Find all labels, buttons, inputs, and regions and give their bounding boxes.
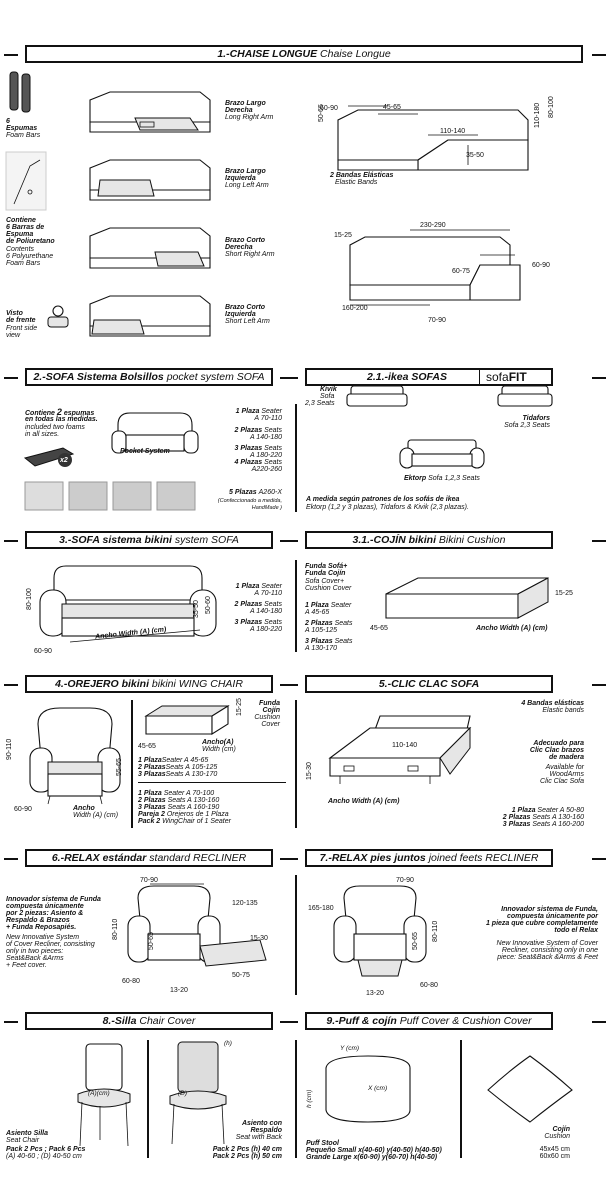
- dim-2f: 70-90: [428, 317, 446, 324]
- section-2-header: [25, 368, 273, 386]
- s5-dim-top: 110-140: [392, 742, 418, 749]
- header-dash: [4, 1021, 18, 1023]
- header-dash: [280, 377, 298, 379]
- divider: [295, 560, 297, 652]
- ikea-note-2: Ektorp (1,2 y 3 plazas), Tidafors & Kivik (2,3 plazas).: [306, 504, 469, 511]
- s4-c3: 3 Plazas: [138, 771, 166, 778]
- chaise-long-right-illustration: [80, 82, 220, 142]
- section-8-subtitle: Chair Cover: [139, 1015, 196, 1027]
- long-right-es-1: Brazo Largo: [225, 100, 266, 107]
- header-dash: [4, 684, 18, 686]
- contents-4: de Poliuretano: [6, 238, 55, 245]
- s5-p3: 3 Plazas: [502, 821, 531, 828]
- header-dash: [280, 1021, 298, 1023]
- s4-w2: 2 Plazas: [138, 797, 166, 804]
- section-1-title: 1.-CHAISE LONGUE: [217, 48, 318, 60]
- s9-cushion-4: 60x60 cm: [539, 1153, 570, 1160]
- s6-dim-bottom: 13-20: [170, 987, 188, 994]
- s8-back-2: Respaldo: [250, 1127, 282, 1134]
- s5-ad-1: Adecuado para: [533, 740, 584, 747]
- short-left-es-1: Brazo Corto: [225, 304, 266, 311]
- section-3-header: [25, 531, 273, 549]
- s31-f3: Sofa Cover+: [305, 578, 345, 585]
- s9-cushion-2: Cushion: [544, 1133, 570, 1140]
- s3-dim-height: 80-100: [26, 588, 33, 610]
- dim-2e: 160-200: [342, 305, 368, 312]
- contains-line-4: in all sizes.: [25, 431, 60, 438]
- s2-p4-value: A220-260: [251, 466, 282, 473]
- dim-1d: 110-140: [440, 128, 466, 135]
- s6-dim-height: 80-110: [112, 918, 119, 940]
- section-4-header: [25, 675, 273, 693]
- header-dash: [280, 684, 298, 686]
- chaise-dimension-drawing-top: [318, 100, 568, 180]
- divider: [295, 875, 297, 995]
- s4-w5: Pack 2: [138, 818, 161, 825]
- s7-t1: Innovador sistema de Funda,: [501, 906, 598, 913]
- s7-t3: 1 pieza que cubre completamente: [485, 920, 598, 927]
- s7-t6: Recliner, consisting only in one: [501, 947, 598, 954]
- contents-5: Contents: [6, 246, 35, 253]
- pocket-steps-illustration: [25, 480, 205, 512]
- front-view-2: de frente: [6, 317, 36, 324]
- s4-cushion-dim-h: 15-25: [236, 698, 243, 716]
- joined-recliner-illustration: [318, 880, 448, 990]
- s6-t9: Seat&Back &Arms: [6, 955, 64, 962]
- s6-t10: + Feet cover.: [6, 962, 47, 969]
- s31-p2-value: A 105-125: [305, 627, 338, 634]
- s6-dim-top: 70-90: [140, 877, 158, 884]
- dim-2c: 60-75: [452, 268, 470, 275]
- s31-f4: Cushion Cover: [305, 585, 352, 592]
- s31-p3: 3 Plazas: [305, 638, 333, 645]
- s8-seat-3: Pack 2 Pcs ; Pack 6 Pcs: [6, 1146, 86, 1153]
- dim-1a: 60-90: [320, 105, 338, 112]
- section-2-subtitle: pocket system SOFA: [166, 371, 265, 383]
- elastic-bands-en: Elastic Bands: [335, 179, 378, 186]
- kivik-label: Kivik: [320, 386, 337, 393]
- divider: [460, 1040, 462, 1158]
- s3-p2-value: A 140-180: [249, 608, 282, 615]
- dim-1e: 80-100: [548, 96, 555, 118]
- foam-bars-illustration: [6, 70, 46, 115]
- tidafors-label: Tidafors: [522, 415, 550, 422]
- s8-d-label: (D): [178, 1090, 188, 1097]
- s31-f1: Funda Sofá+: [305, 563, 348, 570]
- s9-puff-2: Pequeño Small x(40-60) y(40-50) h(40-50): [306, 1147, 442, 1154]
- contents-7: Foam Bars: [6, 260, 41, 267]
- s3-p1: 1 Plaza: [235, 583, 260, 590]
- section-7-subtitle: joined feets RECLINER: [428, 852, 539, 864]
- s9-puff-1: Puff Stool: [306, 1140, 339, 1147]
- s2-p3-value: A 180-220: [249, 452, 282, 459]
- s9-x-label: X (cm): [368, 1085, 388, 1092]
- contains-line-2: en todas las medidas.: [25, 416, 98, 423]
- section-7-header: [305, 849, 553, 867]
- s4-cushion-width-2: Width (cm): [202, 746, 236, 753]
- long-left-es-2: Izquierda: [225, 175, 256, 182]
- divider: [295, 700, 297, 828]
- section-3-subtitle: system SOFA: [174, 534, 239, 546]
- s2-p1: 1 Plaza: [235, 408, 260, 415]
- header-dash: [4, 377, 18, 379]
- s5-ad-6: Clic Clac Sofa: [540, 778, 584, 785]
- s5-ad-4: Available for: [545, 764, 584, 771]
- s6-dim-seat: 50-65: [148, 932, 155, 950]
- s31-dim-depth: 45-65: [370, 625, 388, 632]
- dim-2b: 15-25: [334, 232, 352, 239]
- s5-bands-2: Elastic bands: [542, 707, 584, 714]
- section-5-header: [305, 675, 553, 693]
- kivik-sub-2: 2,3 Seats: [305, 400, 335, 407]
- section-4-title: 4.-OREJERO bikini: [55, 678, 149, 690]
- tidafors-sofa-illustration: [498, 384, 553, 412]
- s9-cushion-1: Cojín: [552, 1126, 570, 1133]
- s3-dim-a: 35-50: [193, 600, 200, 618]
- short-left-en: Short Left Arm: [225, 318, 270, 325]
- contents-6: 6 Polyurethane: [6, 253, 54, 260]
- divider: [147, 1040, 149, 1158]
- chaise-dimension-drawing-bottom: [330, 225, 560, 315]
- front-view-4: view: [6, 332, 21, 339]
- kivik-sofa-illustration: [345, 382, 410, 412]
- section-8-title: 8.-Silla: [102, 1015, 137, 1027]
- clic-clac-illustration: [320, 708, 495, 800]
- section-6-header: [25, 849, 273, 867]
- s2-p5: 5 Plazas: [229, 489, 257, 496]
- s31-dim-width: Ancho Width (A) (cm): [476, 625, 548, 632]
- header-dash: [280, 540, 298, 542]
- s3-p3-value: A 180-220: [249, 626, 282, 633]
- s5-dim-height: 15-30: [306, 762, 313, 780]
- s4-dim-height: 90-110: [6, 738, 13, 760]
- s5-ad-5: WoodArms: [549, 771, 584, 778]
- s3-p1-value: A 70-110: [254, 590, 282, 597]
- front-view-3: Front side: [6, 325, 38, 332]
- header-dash: [4, 858, 18, 860]
- header-dash: [592, 377, 606, 379]
- s6-t4: Respaldo & Brazos: [6, 917, 70, 924]
- header-dash: [592, 684, 606, 686]
- s5-bands-1: 4 Bandas elásticas: [521, 700, 584, 707]
- s31-p3-value: A 130-170: [305, 645, 338, 652]
- short-right-es-2: Derecha: [225, 244, 253, 251]
- s8-seat-1: Asiento Silla: [6, 1130, 49, 1137]
- s6-dim-depth: 60-80: [122, 978, 140, 985]
- section-9-title: 9.-Puff & cojín: [326, 1015, 397, 1027]
- s7-dim-depth: 60-80: [420, 982, 438, 989]
- s4-dim-width-1: Ancho: [73, 805, 95, 812]
- s8-a-label: (A)(cm): [88, 1090, 110, 1097]
- divider: [295, 1040, 297, 1158]
- s7-dim-bottom: 13-20: [366, 990, 384, 997]
- section-4-subtitle: bikini WING CHAIR: [151, 678, 243, 690]
- s6-t8: only in two pieces:: [6, 948, 64, 955]
- s3-dim-depth: 60-90: [34, 648, 52, 655]
- s7-dim-top: 70-90: [396, 877, 414, 884]
- header-dash: [592, 1021, 606, 1023]
- s6-dim-side: 120-135: [232, 900, 258, 907]
- s4-cushion-label-1: Funda: [259, 700, 280, 707]
- s2-p5-note-1: (Confeccionado a medida,: [217, 498, 282, 504]
- s2-p2-value: A 140-180: [249, 434, 282, 441]
- foam-en: Foam Bars: [6, 132, 41, 139]
- section-9-subtitle: Puff Cover & Cushion Cover: [399, 1015, 532, 1027]
- s4-c1: 1 Plaza: [138, 757, 162, 764]
- divider: [131, 700, 133, 828]
- s31-p1: 1 Plaza: [305, 602, 329, 609]
- s4-dim-depth: 60-90: [14, 806, 32, 813]
- s31-p1-value: A 45-65: [305, 609, 330, 616]
- header-dash: [280, 858, 298, 860]
- short-left-es-2: Izquierda: [225, 311, 256, 318]
- s31-dim-height: 15-25: [555, 590, 573, 597]
- ektorp-sub: Sofa 1,2,3 Seats: [428, 475, 480, 482]
- divider: [138, 782, 286, 783]
- s3-p3: 3 Plazas: [234, 619, 263, 626]
- header-dash: [592, 540, 606, 542]
- s3-dim-b: 50-60: [205, 596, 212, 614]
- s8-back-3: Seat with Back: [235, 1134, 282, 1141]
- s7-dim-side: 165-180: [308, 905, 334, 912]
- s5-ad-3: de madera: [548, 754, 584, 761]
- s6-dim-foot: 15-30: [250, 935, 268, 942]
- header-dash: [592, 858, 606, 860]
- s4-w1: 1 Plaza: [138, 790, 162, 797]
- section-3-1-header: [305, 531, 553, 549]
- pocket-sofa-illustration: [110, 405, 200, 465]
- header-dash: [592, 54, 606, 56]
- wing-cushion-illustration: [140, 702, 240, 742]
- s4-dim-width-2: Width (A) (cm): [73, 812, 119, 819]
- s4-w4: Pareja 2: [138, 811, 165, 818]
- contents-1: Contiene: [6, 217, 36, 224]
- s6-t6: New Innovative System: [6, 934, 80, 941]
- s4-cushion-label-3: Cushion: [254, 714, 280, 721]
- foam-es: Espumas: [6, 125, 38, 132]
- long-left-en: Long Left Arm: [225, 182, 269, 189]
- s4-cushion-width-1: Ancho(A): [202, 739, 234, 746]
- s4-cushion-label-4: Cover: [261, 721, 280, 728]
- sofafit-logo-b: FIT: [508, 370, 527, 384]
- s2-p4: 4 Plazas: [234, 459, 263, 466]
- wing-chair-illustration: [20, 704, 130, 814]
- s6-t2: compuesta únicamente: [6, 903, 84, 910]
- s8-seat-4: (A) 40-60 ; (D) 40-50 cm: [6, 1153, 82, 1160]
- s4-cushion-depth: 45-65: [138, 743, 156, 750]
- section-3-title: 3.-SOFA sistema bikini: [59, 534, 172, 546]
- short-right-es-1: Brazo Corto: [225, 237, 266, 244]
- dim-1b: 45-65: [383, 104, 401, 111]
- chaise-short-right-illustration: [80, 218, 220, 278]
- section-3-1-title: 3.1.-COJÍN bikini: [352, 534, 436, 546]
- s4-c2: 2 Plazas: [138, 764, 166, 771]
- ikea-note-1: A medida según patrones de los sofás de ikea: [306, 496, 460, 503]
- tidafors-sub: Sofa 2,3 Seats: [504, 422, 550, 429]
- long-right-es-2: Derecha: [225, 107, 253, 114]
- contents-2: 6 Barras de: [6, 224, 45, 231]
- s2-p2: 2 Plazas: [234, 427, 263, 434]
- sofafit-logo-a: sofa: [486, 370, 509, 384]
- cushion-illustration: [480, 1050, 580, 1130]
- s4-cushion-label-2: Cojín: [262, 707, 280, 714]
- kivik-sub-1: Sofa: [320, 393, 335, 400]
- s7-t2: compuesta únicamente por: [506, 913, 598, 920]
- s31-p2: 2 Plazas: [305, 620, 333, 627]
- s6-t7: of Cover Recliner, consisting: [6, 941, 95, 948]
- s5-p2: 2 Plazas: [502, 814, 531, 821]
- elastic-bands-es: 2 Bandas Elásticas: [330, 172, 394, 179]
- section-1-header: [25, 45, 583, 63]
- ektorp-label: Ektorp: [404, 475, 427, 482]
- s9-cushion-3: 45x45 cm: [539, 1146, 570, 1153]
- s8-back-5: Pack 2 Pcs (h) 50 cm: [212, 1153, 282, 1160]
- section-5-title: 5.-CLIC CLAC SOFA: [378, 678, 480, 690]
- s6-t1: Innovador sistema de Funda: [6, 896, 101, 903]
- front-view-1: Visto: [6, 310, 23, 317]
- section-9-header: [305, 1012, 553, 1030]
- pocket-system-label: Pocket System: [120, 448, 170, 455]
- s6-dim-ext: 50-75: [232, 972, 250, 979]
- s4-w3: 3 Plazas: [138, 804, 166, 811]
- s4-dim-seat: 55-65: [116, 758, 123, 776]
- foam-insert-illustration: [6, 152, 46, 212]
- s2-p5-note-2: HandMade ): [251, 505, 282, 511]
- contents-3: Espuma: [6, 231, 34, 238]
- s2-p1-value: A 70-110: [254, 415, 282, 422]
- s7-t7: piece: Seat&Back &Arms & Feet: [497, 954, 598, 961]
- s5-dim-width: Ancho Width (A) (cm): [328, 798, 400, 805]
- s9-y-label: Y (cm): [340, 1045, 360, 1052]
- dim-1f: 110-180: [534, 102, 541, 128]
- s8-back-4: Pack 2 Pcs (h) 40 cm: [212, 1146, 282, 1153]
- s7-t4: todo el Relax: [554, 927, 598, 934]
- contains-line-1: Contiene 2 espumas: [25, 407, 95, 417]
- s8-h-label: (h): [224, 1040, 232, 1047]
- s3-dim-width: Ancho Width (A) (cm): [94, 626, 167, 641]
- foam-x2-badge: x2: [60, 457, 68, 464]
- header-dash: [4, 54, 18, 56]
- section-1-subtitle: Chaise Longue: [320, 48, 391, 60]
- ektorp-sofa-illustration: [400, 438, 485, 472]
- long-left-es-1: Brazo Largo: [225, 168, 266, 175]
- s8-seat-2: Seat Chair: [6, 1137, 40, 1144]
- dim-1g: 35-50: [466, 152, 484, 159]
- section-8-header: [25, 1012, 273, 1030]
- chaise-short-left-illustration: [80, 286, 220, 346]
- s5-ad-2: Clic Clac brazos: [529, 747, 584, 754]
- short-right-en: Short Right Arm: [225, 251, 275, 258]
- s5-p1: 1 Plaza: [511, 807, 536, 814]
- s3-p2: 2 Plazas: [234, 601, 263, 608]
- section-2-1-title: 2.1.-ikea SOFAS: [367, 371, 447, 383]
- section-6-subtitle: standard RECLINER: [149, 852, 247, 864]
- s6-t3: por 2 piezas: Asiento &: [6, 910, 84, 917]
- dim-2a: 230-290: [420, 222, 446, 229]
- dim-1c: 50-65: [318, 104, 325, 122]
- s7-dim-height: 80-110: [432, 920, 439, 942]
- dim-2d: 60-90: [532, 262, 550, 269]
- s9-puff-3: Grande Large x(60-90) y(60-70) h(40-50): [306, 1154, 438, 1161]
- s7-t5: New Innovative System of Cover: [496, 940, 598, 947]
- chaise-long-left-illustration: [80, 150, 220, 210]
- s6-t5: + Funda Reposapiés.: [6, 924, 77, 931]
- foam-pair-illustration: [25, 440, 75, 470]
- section-6-title: 6.-RELAX estándar: [51, 852, 147, 864]
- s9-h-label: h (cm): [306, 1089, 313, 1108]
- section-7-title: 7.-RELAX pies juntos: [319, 852, 426, 864]
- front-view-icon: [44, 305, 74, 333]
- long-right-en: Long Right Arm: [225, 114, 274, 121]
- s8-back-1: Asiento con: [241, 1120, 282, 1127]
- s31-f2: Funda Cojín: [305, 570, 346, 577]
- s7-dim-seat: 50-65: [412, 932, 419, 950]
- foam-count: 6: [6, 118, 10, 125]
- section-3-1-subtitle: Bikini Cushion: [438, 534, 506, 546]
- sofafit-logo: [479, 370, 527, 384]
- bikini-cushion-illustration: [378, 570, 558, 630]
- header-dash: [4, 540, 18, 542]
- divider: [295, 404, 297, 512]
- section-2-title: 2.-SOFA Sistema Bolsillos: [33, 371, 164, 383]
- s2-p3: 3 Plazas: [234, 445, 263, 452]
- contains-line-3: included two foams: [25, 424, 85, 431]
